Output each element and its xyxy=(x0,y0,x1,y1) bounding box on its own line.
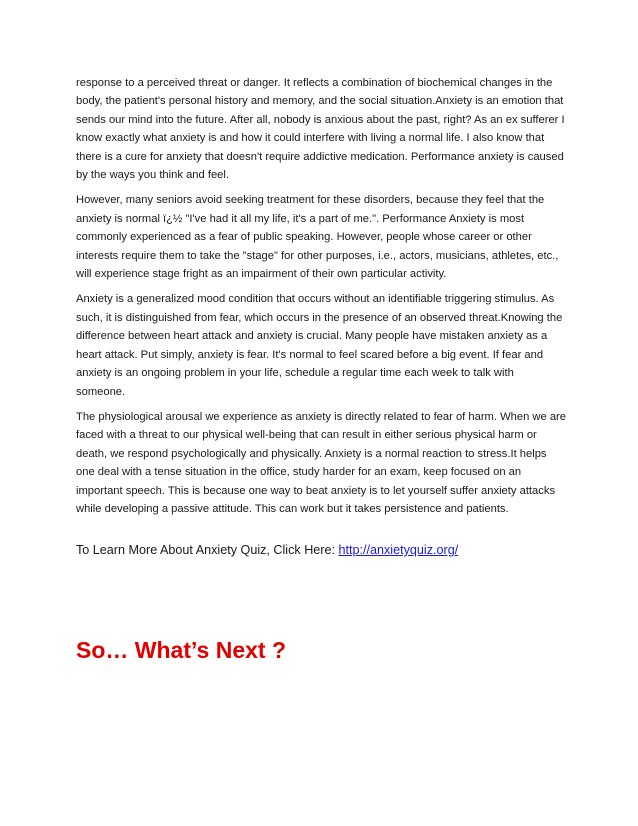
call-to-action xyxy=(76,541,596,559)
paragraph-1: response to a perceived threat or danger. It reflects a combination of biochemical changes in the body, the patient's personal history and memory, and the social situation.Anxiety is an emotion that sends our mind into the future. After all, nobody is anxious about the past, right? As an ex sufferer I know exactly what anxiety is and how it could interfere with living a normal life. I also know that there is a cure for anxiety that doesn't require addictive medication. Performance anxiety is caused by the ways you think and feel. xyxy=(76,77,565,182)
paragraph-3: Anxiety is a generalized mood condition that occurs without an identifiable triggering stimulus. As such, it is distinguished from fear, which occurs in the presence of an observed threat.Knowing the difference between heart attack and anxiety is crucial. Many people have mistaken anxiety as a heart attack. Put simply, anxiety is fear. It's normal to feel scared before a big event. If fear and anxiety is an ongoing problem in your life, schedule a regular time each week to talk with someone. xyxy=(76,293,563,398)
paragraph-2: However, many seniors avoid seeking treatment for these disorders, because they feel that the anxiety is normal ï¿½ "I've had it all my life, it's a part of me.". Performance Anxiety is most commonly experienced as a fear of public speaking. However, people whose career or other interests require them to take the "stage" for other purposes, i.e., actors, musicians, athletes, etc., will experience stage fright as an impairment of their own particular activity. xyxy=(76,194,559,281)
section-heading: So… What’s Next ? xyxy=(76,637,286,663)
paragraph-4: The physiological arousal we experience as anxiety is directly related to fear of harm. When we are faced with a threat to our physical well-being that can result in either serious physical harm or death, we respond psychologically and physically. Anxiety is a normal reaction to stress.It helps one deal with a tense situation in the office, study harder for an exam, keep focused on an important speech. This is because one way to beat anxiety is to let yourself suffer anxiety attacks while developing a passive attitude. This can work but it takes persistence and patients. xyxy=(76,410,567,515)
cta-text: To Learn More About Anxiety Quiz, Click Here: xyxy=(76,543,339,557)
anxiety-quiz-link[interactable]: http://anxietyquiz.org/ xyxy=(338,543,459,557)
document-body xyxy=(76,74,567,663)
